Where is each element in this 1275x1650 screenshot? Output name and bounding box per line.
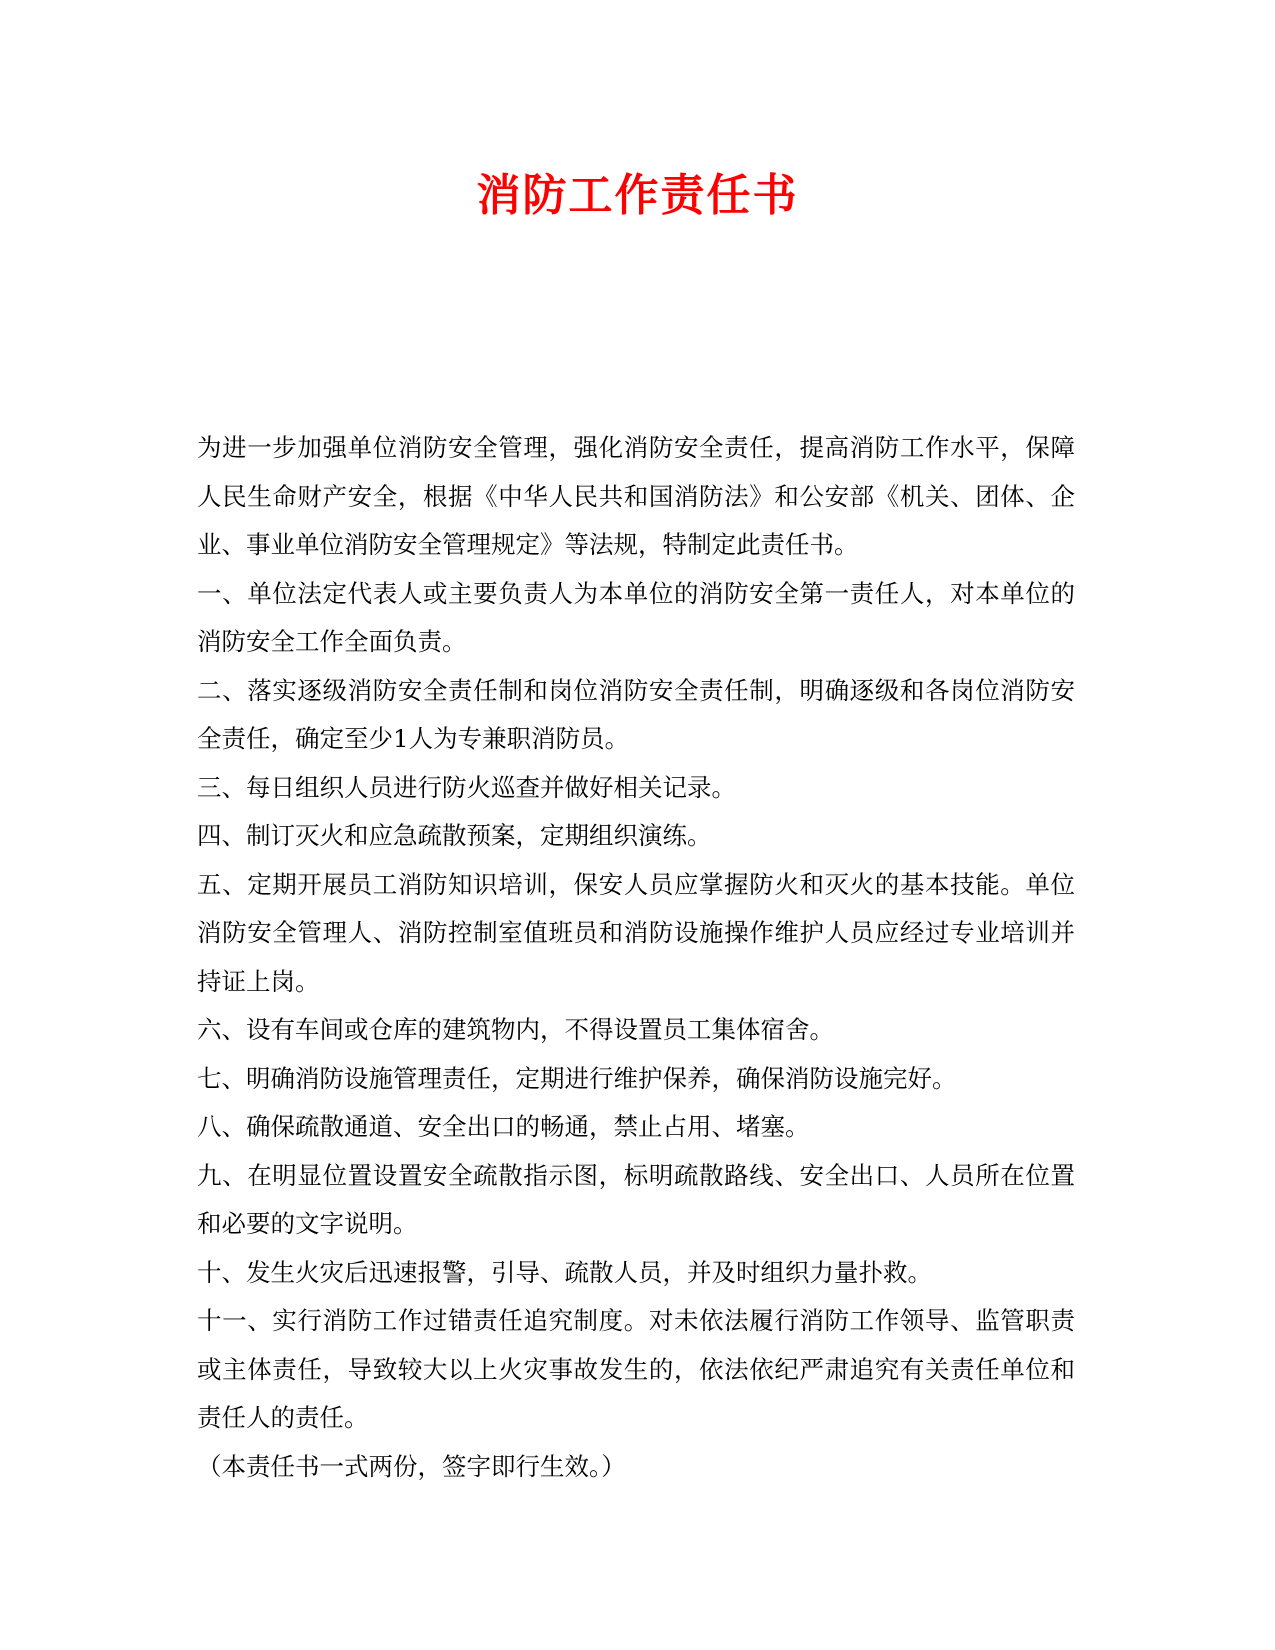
clause-2: 二、落实逐级消防安全责任制和岗位消防安全责任制，明确逐级和各岗位消防安全责任，确定至少1人为专兼职消防员。 xyxy=(197,675,1075,753)
clause-9: 九、在明显位置设置安全疏散指示图，标明疏散路线、安全出口、人员所在位置和必要的文字说明。 xyxy=(197,1160,1075,1238)
clause-7: 七、明确消防设施管理责任，定期进行维护保养，确保消防设施完好。 xyxy=(197,1063,957,1093)
clause-10: 十、发生火灾后迅速报警，引导、疏散人员，并及时组织力量扑救。 xyxy=(197,1257,932,1287)
clause-8: 八、确保疏散通道、安全出口的畅通，禁止占用、堵塞。 xyxy=(197,1112,810,1141)
document-title: 消防工作责任书 xyxy=(476,170,799,221)
clause-3: 三、每日组织人员进行防火巡查并做好相关记录。 xyxy=(197,772,736,802)
intro-paragraph: 为进一步加强单位消防安全管理，强化消防安全责任，提高消防工作水平，保障人民生命财产安全，根据《中华人民共和国消防法》和公安部《机关、团体、企业、事业单位消防安全管理规定》等法规，特制定此责任书。 xyxy=(197,433,1075,559)
clause-11: 十一、实行消防工作过错责任追究制度。对未依法履行消防工作领导、监管职责或主体责任，导致较大以上火灾事故发生的，依法依纪严肃追究有关责任单位和责任人的责任。 xyxy=(197,1306,1075,1432)
closing-note: （本责任书一式两份，签字即行生效。） xyxy=(197,1451,626,1481)
clause-5: 五、定期开展员工消防知识培训，保安人员应掌握防火和灭火的基本技能。单位消防安全管理人、消防控制室值班员和消防设施操作维护人员应经过专业培训并持证上岗。 xyxy=(197,869,1075,996)
clause-6: 六、设有车间或仓库的建筑物内，不得设置员工集体宿舍。 xyxy=(197,1015,834,1044)
clause-1: 一、单位法定代表人或主要负责人为本单位的消防安全第一责任人，对本单位的消防安全工作全面负责。 xyxy=(197,578,1075,656)
document-body xyxy=(197,424,1075,1491)
clause-4: 四、制订灭火和应急疏散预案，定期组织演练。 xyxy=(197,821,712,850)
